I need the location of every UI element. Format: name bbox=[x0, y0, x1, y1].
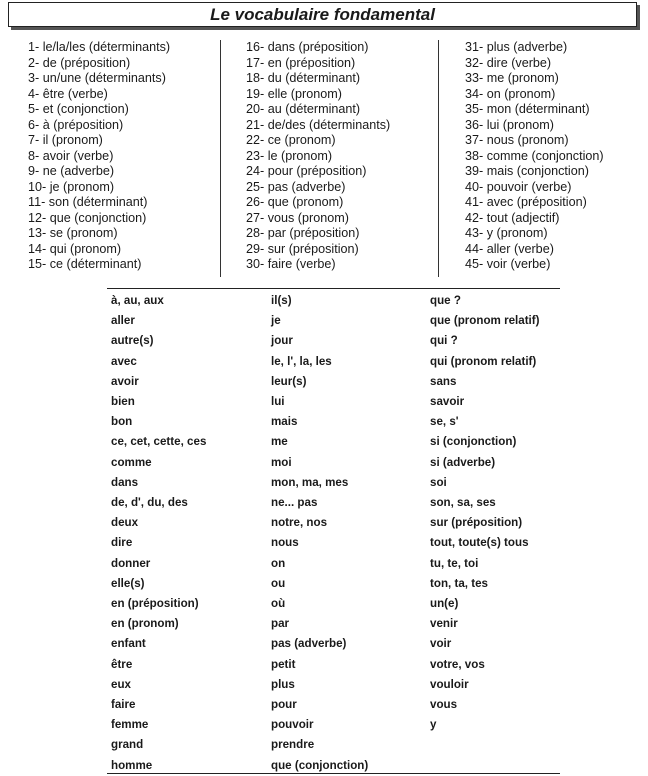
word-item: 20- au (déterminant) bbox=[246, 102, 361, 116]
word-item: pour bbox=[271, 698, 297, 712]
word-item: 27- vous (pronom) bbox=[246, 210, 349, 225]
word-item: 45- voir (verbe) bbox=[465, 257, 551, 271]
word-item: 18- du (déterminant) bbox=[246, 71, 361, 85]
word-item: que (pronom relatif) bbox=[430, 314, 540, 328]
word-item: faire bbox=[111, 698, 136, 712]
word-item: 40- pouvoir (verbe) bbox=[465, 179, 572, 194]
word-item: homme bbox=[111, 758, 153, 772]
word-item: en (préposition) bbox=[111, 597, 199, 611]
word-item: de, d', du, des bbox=[111, 496, 188, 510]
word-item: 37- nous (pronom) bbox=[465, 133, 569, 147]
word-item: dans bbox=[111, 475, 139, 489]
word-item: me bbox=[271, 435, 288, 449]
word-item: bien bbox=[111, 395, 135, 409]
word-item: prendre bbox=[271, 738, 315, 752]
word-item: aller bbox=[111, 314, 135, 328]
word-item: si (adverbe) bbox=[430, 455, 496, 469]
column-divider bbox=[438, 40, 439, 277]
word-item: nous bbox=[271, 536, 299, 550]
word-item: sur (préposition) bbox=[430, 516, 523, 530]
word-item: 3- un/une (déterminants) bbox=[28, 71, 166, 85]
word-item: 30- faire (verbe) bbox=[246, 257, 336, 271]
word-item: ton, ta, tes bbox=[430, 576, 488, 590]
word-item: pouvoir bbox=[271, 718, 314, 732]
word-item: venir bbox=[430, 617, 458, 631]
word-item: à, au, aux bbox=[111, 294, 164, 307]
word-item: bon bbox=[111, 415, 133, 429]
alphabetical-column-1 bbox=[111, 291, 206, 776]
word-item: notre, nos bbox=[271, 516, 328, 530]
word-item: on bbox=[271, 556, 286, 570]
word-item: avoir bbox=[111, 374, 139, 388]
word-item: 10- je (pronom) bbox=[28, 179, 115, 194]
word-item: 35- mon (déterminant) bbox=[465, 102, 590, 116]
column-divider bbox=[220, 40, 221, 277]
word-item: avec bbox=[111, 354, 137, 368]
title-box bbox=[8, 2, 637, 27]
word-item: 8- avoir (verbe) bbox=[28, 148, 114, 163]
word-item: soi bbox=[430, 475, 447, 489]
word-item: se, s' bbox=[430, 415, 459, 429]
word-item: vouloir bbox=[430, 677, 469, 691]
word-item: 2- de (préposition) bbox=[28, 55, 131, 70]
word-item: 1- le/la/les (déterminants) bbox=[28, 40, 171, 54]
word-item: par bbox=[271, 617, 290, 631]
word-item: 39- mais (conjonction) bbox=[465, 164, 589, 178]
word-item: eux bbox=[111, 677, 131, 691]
word-item: 34- on (pronom) bbox=[465, 86, 556, 101]
word-item: plus bbox=[271, 677, 295, 691]
word-item: moi bbox=[271, 455, 292, 469]
word-item: leur(s) bbox=[271, 374, 307, 388]
word-item: 24- pour (préposition) bbox=[246, 164, 367, 178]
word-item: qui ? bbox=[430, 334, 458, 348]
word-item: un(e) bbox=[430, 597, 459, 611]
word-item: 5- et (conjonction) bbox=[28, 102, 129, 116]
word-item: 14- qui (pronom) bbox=[28, 241, 122, 256]
word-item: 7- il (pronom) bbox=[28, 133, 103, 147]
numbered-column-1 bbox=[28, 40, 170, 273]
word-item: 28- par (préposition) bbox=[246, 226, 360, 240]
word-item: pas (adverbe) bbox=[271, 637, 347, 651]
word-item: être bbox=[111, 657, 133, 671]
word-item: que ? bbox=[430, 294, 461, 307]
word-item: 23- le (pronom) bbox=[246, 148, 333, 163]
word-item: 32- dire (verbe) bbox=[465, 55, 552, 70]
word-item: 12- que (conjonction) bbox=[28, 210, 147, 225]
word-item: votre, vos bbox=[430, 657, 485, 671]
word-item: 17- en (préposition) bbox=[246, 55, 356, 70]
alphabetical-column-3 bbox=[430, 291, 540, 735]
word-item: ne... pas bbox=[271, 496, 318, 510]
alphabetical-column-2 bbox=[271, 291, 368, 776]
word-item: elle(s) bbox=[111, 576, 145, 590]
word-item: femme bbox=[111, 718, 149, 732]
word-item: 25- pas (adverbe) bbox=[246, 179, 346, 194]
word-item: je bbox=[271, 314, 281, 328]
numbered-word-list bbox=[0, 40, 648, 278]
word-item: qui (pronom relatif) bbox=[430, 354, 537, 368]
word-item: mais bbox=[271, 415, 298, 429]
word-item: autre(s) bbox=[111, 334, 154, 348]
word-item: 9- ne (adverbe) bbox=[28, 164, 115, 178]
word-item: donner bbox=[111, 556, 151, 570]
word-item: ce, cet, cette, ces bbox=[111, 435, 207, 449]
alphabetical-word-table bbox=[107, 288, 560, 774]
word-item: 21- de/des (déterminants) bbox=[246, 117, 391, 132]
numbered-column-3 bbox=[465, 40, 604, 273]
word-item: 11- son (déterminant) bbox=[28, 195, 148, 209]
word-item: 38- comme (conjonction) bbox=[465, 148, 604, 163]
word-item: 19- elle (pronom) bbox=[246, 86, 342, 101]
word-item: sans bbox=[430, 374, 457, 388]
word-item: 31- plus (adverbe) bbox=[465, 40, 568, 54]
word-item: dire bbox=[111, 536, 133, 550]
page-title: Le vocabulaire fondamental bbox=[210, 5, 435, 24]
word-item: enfant bbox=[111, 637, 146, 651]
word-item: 36- lui (pronom) bbox=[465, 117, 554, 132]
word-item: petit bbox=[271, 657, 296, 671]
word-item: en (pronom) bbox=[111, 617, 179, 631]
word-item: tu, te, toi bbox=[430, 556, 479, 570]
word-item: 41- avec (préposition) bbox=[465, 195, 587, 209]
word-item: 42- tout (adjectif) bbox=[465, 210, 560, 225]
word-item: ou bbox=[271, 576, 286, 590]
word-item: 22- ce (pronom) bbox=[246, 133, 336, 147]
word-item: 4- être (verbe) bbox=[28, 86, 108, 101]
word-item: où bbox=[271, 597, 286, 611]
word-item: mon, ma, mes bbox=[271, 475, 349, 489]
numbered-column-2 bbox=[246, 40, 390, 273]
word-item: grand bbox=[111, 738, 144, 752]
word-item: son, sa, ses bbox=[430, 496, 496, 510]
word-item: 13- se (pronom) bbox=[28, 226, 118, 240]
word-item: 16- dans (préposition) bbox=[246, 40, 369, 54]
word-item: lui bbox=[271, 395, 285, 409]
word-item: comme bbox=[111, 455, 152, 469]
word-item: il(s) bbox=[271, 294, 292, 307]
word-item: jour bbox=[271, 334, 293, 348]
word-item: deux bbox=[111, 516, 139, 530]
word-item: si (conjonction) bbox=[430, 435, 517, 449]
word-item: savoir bbox=[430, 395, 465, 409]
word-item: que (conjonction) bbox=[271, 758, 369, 772]
word-item: tout, toute(s) tous bbox=[430, 536, 529, 550]
word-item: 6- à (préposition) bbox=[28, 117, 124, 132]
word-item: 15- ce (déterminant) bbox=[28, 257, 142, 271]
word-item: 44- aller (verbe) bbox=[465, 241, 554, 256]
word-item: 43- y (pronom) bbox=[465, 226, 548, 240]
word-item: 26- que (pronom) bbox=[246, 195, 344, 209]
word-item: y bbox=[430, 718, 437, 732]
word-item: voir bbox=[430, 637, 452, 651]
word-item: vous bbox=[430, 698, 458, 712]
word-item: 33- me (pronom) bbox=[465, 71, 559, 85]
word-item: le, l', la, les bbox=[271, 354, 332, 368]
word-item: 29- sur (préposition) bbox=[246, 241, 359, 256]
